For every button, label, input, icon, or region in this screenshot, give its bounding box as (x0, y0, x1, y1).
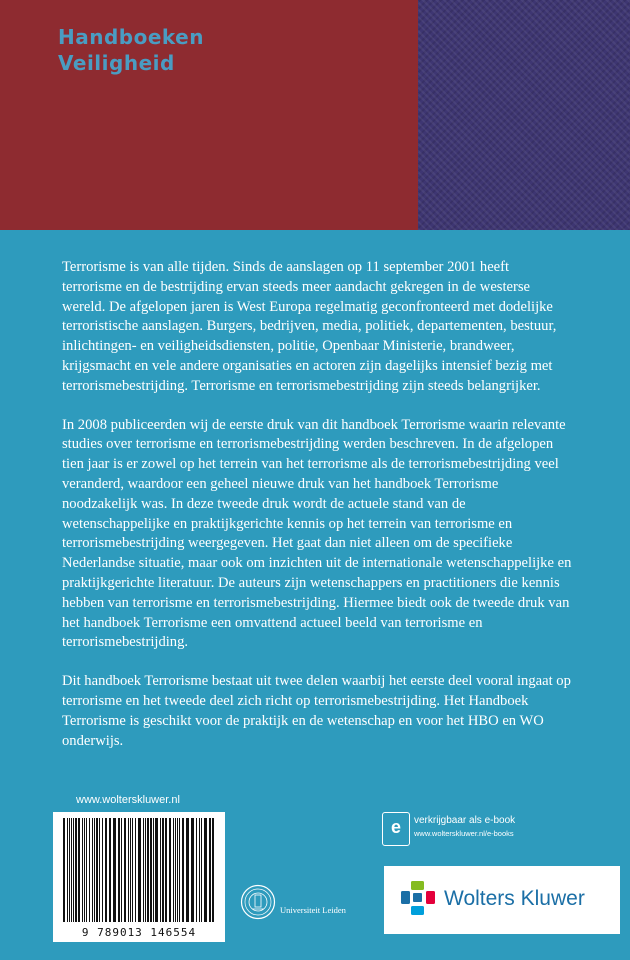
blurb-paragraph-3: Dit handboek Terrorisme bestaat uit twee delen waarbij het eerste deel vooral ingaat op terrorisme en het tweede deel zich richt op terrorismebestrijding. Het Handboek Terrorisme is geschikt voor de praktijk en de wetenschap en voor het HBO en WO onderwijs. (62, 673, 571, 749)
top-purple-band (418, 0, 630, 230)
publisher-website: www.wolterskluwer.nl (76, 794, 180, 806)
university-seal-icon (240, 884, 276, 920)
isbn-number: 9 789013 146554 (81, 926, 197, 939)
ebook-url: www.wolterskluwer.nl/e-books (414, 829, 514, 838)
ebook-icon: e (382, 812, 410, 846)
publisher-name: Wolters Kluwer (444, 887, 585, 910)
barcode-icon (61, 818, 217, 924)
university-name: Universiteit Leiden (280, 905, 346, 915)
blurb-paragraph-1: Terrorisme is van alle tijden. Sinds de aanslagen op 11 september 2001 heeft terrorisme en de bestrijding ervan steeds meer aandacht gekregen in de westerse wereld. De afgelopen jaren is West Europa regelmatig geconfronteerd met dodelijke terroristische aanslagen. Burgers, bedrijven, media, politiek, departementen, bestuur, inlichtingen- en veiligheidsdiensten, politie, Openbaar Ministerie, brandweer, krijgsmacht en vele andere organisaties en actoren zijn dagelijks intensief bezig met terrorismebestrijding. Terrorisme en terrorismebestrijding zijn steeds belangrijker. (62, 259, 557, 394)
series-title-line1: Handboeken (58, 25, 204, 49)
isbn-barcode (53, 812, 225, 942)
series-title (58, 24, 204, 76)
ebook-availability-label: verkrijgbaar als e-book (414, 815, 516, 826)
blurb-paragraph-2: In 2008 publiceerden wij de eerste druk van dit handboek Terrorisme waarin relevante studies over terrorisme en terrorismebestrijding werden beschreven. In de afgelopen tien jaar is er zowel op het terrein van het terrorisme als de terrorismebestrijding veel veranderd, waardoor een geheel nieuwe druk van het handboek Terrorisme noodzakelijk was. In deze tweede druk wordt de actuele stand van de wetenschappelijke en praktijkgerichte kennis op het terrein van terrorisme en terrorismebestrijding weergegeven. Het gaat dan niet alleen om de specifieke Nederlandse situatie, maar ook om inzichten uit de internationale wetenschappelijke en praktijkgerichte literatuur. De auteurs zijn wetenschappers en practitioners die kennis hebben van terrorisme en terrorismebestrijding. Hiermee biedt ook de tweede druk van het handboek Terrorisme een omvattend actueel beeld van terrorisme en terrorismebestrijding. (62, 416, 572, 651)
back-cover-blurb (62, 258, 572, 770)
wolters-kluwer-logo-icon (400, 880, 436, 916)
series-title-line2: Veiligheid (58, 51, 175, 75)
publisher-logo-box (384, 866, 620, 934)
